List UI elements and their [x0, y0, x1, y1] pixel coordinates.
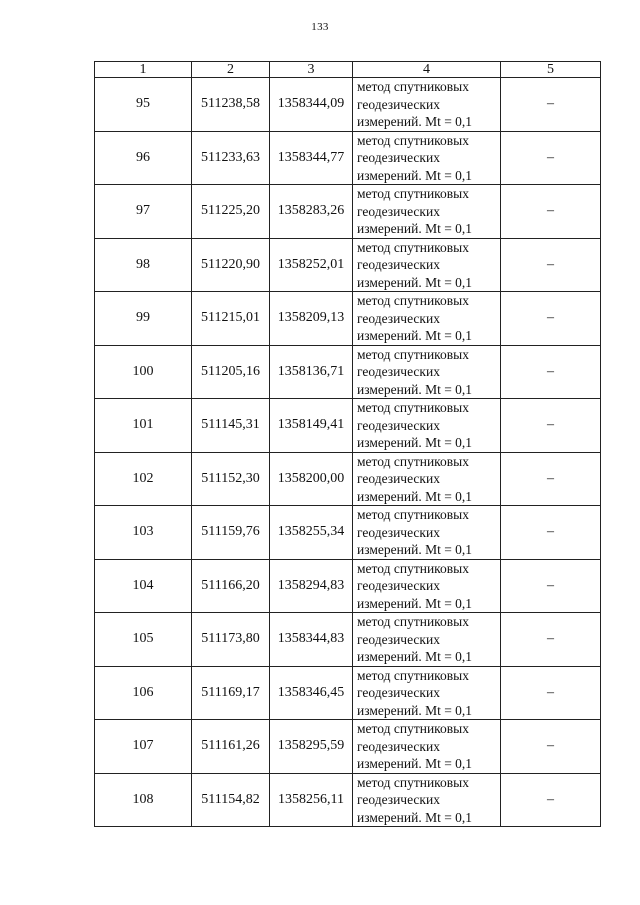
- method-line: метод спутниковых: [357, 346, 469, 362]
- x-coordinate-cell: 511220,90: [192, 238, 270, 292]
- method-line: геодезических: [357, 96, 440, 112]
- method-line: измерений. Mt = 0,1: [357, 542, 473, 557]
- method-line: метод спутниковых: [357, 453, 469, 469]
- method-line: метод спутниковых: [357, 186, 469, 201]
- table-row: [95, 238, 601, 292]
- method-line: метод спутниковых: [357, 239, 469, 255]
- column-5-cell: –: [501, 613, 601, 667]
- method-line: геодезических: [357, 524, 440, 540]
- x-coordinate-cell: 511159,76: [192, 506, 270, 560]
- method-line: измерений. Mt = 0,1: [357, 328, 473, 343]
- column-5-cell: –: [501, 559, 601, 613]
- point-number-cell: 99: [95, 292, 192, 346]
- method-line: измерений. Mt = 0,1: [357, 274, 473, 290]
- table-row: [95, 613, 601, 667]
- method-line: геодезических: [357, 203, 440, 219]
- header-col-5: 5: [501, 62, 601, 78]
- method-line: геодезических: [357, 471, 440, 486]
- point-number-cell: 103: [95, 506, 192, 560]
- method-cell: [353, 773, 501, 827]
- x-coordinate-cell: 511233,63: [192, 131, 270, 185]
- method-line: геодезических: [357, 417, 440, 433]
- method-line: измерений. Mt = 0,1: [357, 756, 473, 771]
- header-col-2: 2: [192, 62, 270, 78]
- table-row: [95, 185, 601, 239]
- method-cell: [353, 185, 501, 239]
- column-5-cell: –: [501, 131, 601, 185]
- method-line: измерений. Mt = 0,1: [357, 381, 473, 397]
- column-5-cell: –: [501, 238, 601, 292]
- point-number-cell: 97: [95, 185, 192, 239]
- method-cell: [353, 666, 501, 720]
- method-line: измерений. Mt = 0,1: [357, 114, 473, 129]
- column-5-cell: –: [501, 773, 601, 827]
- method-line: геодезических: [357, 738, 440, 754]
- method-line: метод спутниковых: [357, 293, 469, 308]
- y-coordinate-cell: 1358294,83: [270, 559, 353, 613]
- table-row: [95, 559, 601, 613]
- method-line: измерений. Mt = 0,1: [357, 595, 473, 611]
- y-coordinate-cell: 1358252,01: [270, 238, 353, 292]
- method-cell: [353, 720, 501, 774]
- table-row: [95, 506, 601, 560]
- x-coordinate-cell: 511238,58: [192, 78, 270, 132]
- header-col-3: 3: [270, 62, 353, 78]
- method-line: метод спутниковых: [357, 667, 469, 683]
- y-coordinate-cell: 1358344,77: [270, 131, 353, 185]
- y-coordinate-cell: 1358209,13: [270, 292, 353, 346]
- method-line: измерений. Mt = 0,1: [357, 167, 473, 183]
- x-coordinate-cell: 511154,82: [192, 773, 270, 827]
- point-number-cell: 100: [95, 345, 192, 399]
- point-number-cell: 106: [95, 666, 192, 720]
- column-5-cell: –: [501, 292, 601, 346]
- point-number-cell: 102: [95, 452, 192, 506]
- coordinates-table: [94, 61, 601, 827]
- method-line: измерений. Mt = 0,1: [357, 649, 473, 664]
- method-line: метод спутниковых: [357, 507, 469, 522]
- method-cell: [353, 613, 501, 667]
- method-cell: [353, 78, 501, 132]
- method-line: геодезических: [357, 685, 440, 700]
- method-line: измерений. Mt = 0,1: [357, 809, 473, 825]
- column-5-cell: –: [501, 78, 601, 132]
- point-number-cell: 104: [95, 559, 192, 613]
- table-row: [95, 773, 601, 827]
- table-row: [95, 131, 601, 185]
- y-coordinate-cell: 1358149,41: [270, 399, 353, 453]
- y-coordinate-cell: 1358256,11: [270, 773, 353, 827]
- point-number-cell: 101: [95, 399, 192, 453]
- x-coordinate-cell: 511161,26: [192, 720, 270, 774]
- y-coordinate-cell: 1358344,09: [270, 78, 353, 132]
- method-line: геодезических: [357, 578, 440, 593]
- column-5-cell: –: [501, 345, 601, 399]
- method-line: метод спутниковых: [357, 774, 469, 790]
- x-coordinate-cell: 511145,31: [192, 399, 270, 453]
- method-cell: [353, 345, 501, 399]
- y-coordinate-cell: 1358200,00: [270, 452, 353, 506]
- y-coordinate-cell: 1358136,71: [270, 345, 353, 399]
- column-5-cell: –: [501, 399, 601, 453]
- table-row: [95, 345, 601, 399]
- method-line: метод спутниковых: [357, 614, 469, 629]
- table-body: [95, 78, 601, 827]
- x-coordinate-cell: 511152,30: [192, 452, 270, 506]
- point-number-cell: 105: [95, 613, 192, 667]
- column-5-cell: –: [501, 666, 601, 720]
- table-row: [95, 292, 601, 346]
- y-coordinate-cell: 1358255,34: [270, 506, 353, 560]
- method-line: геодезических: [357, 257, 440, 272]
- header-row: [95, 62, 601, 78]
- method-line: измерений. Mt = 0,1: [357, 221, 473, 236]
- method-line: геодезических: [357, 364, 440, 379]
- table-row: [95, 78, 601, 132]
- y-coordinate-cell: 1358344,83: [270, 613, 353, 667]
- method-line: геодезических: [357, 150, 440, 165]
- method-line: метод спутниковых: [357, 79, 469, 94]
- x-coordinate-cell: 511166,20: [192, 559, 270, 613]
- method-line: геодезических: [357, 631, 440, 647]
- method-line: измерений. Mt = 0,1: [357, 435, 473, 450]
- table-row: [95, 452, 601, 506]
- table-row: [95, 666, 601, 720]
- method-line: метод спутниковых: [357, 560, 469, 576]
- header-col-4: 4: [353, 62, 501, 78]
- method-line: измерений. Mt = 0,1: [357, 702, 473, 718]
- column-5-cell: –: [501, 720, 601, 774]
- column-5-cell: –: [501, 452, 601, 506]
- table-row: [95, 399, 601, 453]
- method-cell: [353, 399, 501, 453]
- table-header: [95, 62, 601, 78]
- x-coordinate-cell: 511173,80: [192, 613, 270, 667]
- method-line: геодезических: [357, 792, 440, 807]
- method-cell: [353, 506, 501, 560]
- method-line: метод спутниковых: [357, 400, 469, 415]
- method-cell: [353, 559, 501, 613]
- method-cell: [353, 452, 501, 506]
- method-cell: [353, 131, 501, 185]
- column-5-cell: –: [501, 185, 601, 239]
- method-line: метод спутниковых: [357, 721, 469, 736]
- method-line: метод спутниковых: [357, 132, 469, 148]
- point-number-cell: 95: [95, 78, 192, 132]
- method-line: геодезических: [357, 310, 440, 326]
- table-row: [95, 720, 601, 774]
- column-5-cell: –: [501, 506, 601, 560]
- method-cell: [353, 292, 501, 346]
- page-number: 133: [311, 21, 329, 33]
- y-coordinate-cell: 1358295,59: [270, 720, 353, 774]
- point-number-cell: 98: [95, 238, 192, 292]
- point-number-cell: 96: [95, 131, 192, 185]
- method-cell: [353, 238, 501, 292]
- point-number-cell: 108: [95, 773, 192, 827]
- point-number-cell: 107: [95, 720, 192, 774]
- y-coordinate-cell: 1358346,45: [270, 666, 353, 720]
- x-coordinate-cell: 511169,17: [192, 666, 270, 720]
- header-col-1: 1: [95, 62, 192, 78]
- y-coordinate-cell: 1358283,26: [270, 185, 353, 239]
- x-coordinate-cell: 511205,16: [192, 345, 270, 399]
- x-coordinate-cell: 511215,01: [192, 292, 270, 346]
- method-line: измерений. Mt = 0,1: [357, 488, 473, 504]
- x-coordinate-cell: 511225,20: [192, 185, 270, 239]
